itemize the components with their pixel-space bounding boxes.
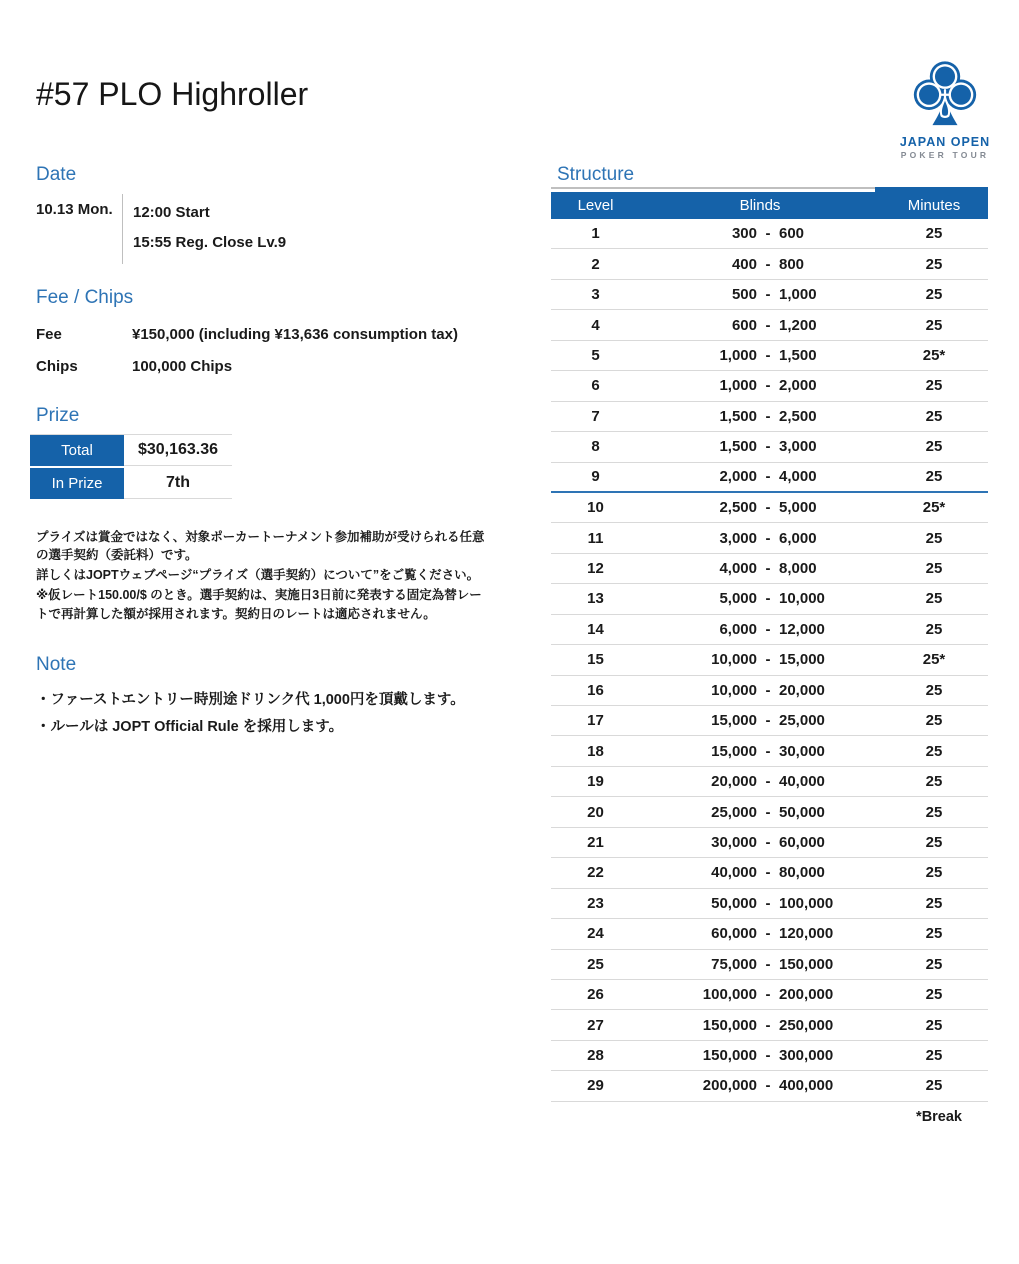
structure-row — [551, 1041, 988, 1071]
blind-dash: - — [765, 742, 771, 760]
structure-row — [551, 554, 988, 584]
level-cell: 5 — [591, 346, 600, 364]
level-cell: 20 — [587, 803, 604, 821]
fee-row — [36, 319, 506, 351]
level-cell: 28 — [587, 1047, 604, 1065]
reg-close-time: 15:55 Reg. Close Lv.9 — [133, 234, 287, 251]
big-blind-cell: 8,000 — [779, 560, 817, 578]
blind-dash: - — [765, 651, 771, 669]
minutes-cell: 25 — [925, 225, 943, 243]
small-blind-cell: 200,000 — [702, 1077, 757, 1095]
big-blind-cell: 6,000 — [779, 529, 817, 547]
note-item: ・ルールは JOPT Official Rule を採用します。 — [36, 719, 344, 735]
blind-dash: - — [765, 468, 771, 486]
small-blind-cell: 1,500 — [719, 438, 757, 456]
fee-value: ¥150,000 (including ¥13,636 consumption tax) — [132, 326, 458, 343]
blind-dash: - — [765, 712, 771, 730]
small-blind-cell: 150,000 — [702, 1047, 757, 1065]
small-blind-cell: 5,000 — [719, 590, 757, 608]
blind-dash: - — [765, 225, 771, 243]
minutes-cell: 25 — [925, 1077, 943, 1095]
blind-dash: - — [765, 590, 771, 608]
minutes-cell: 25 — [925, 925, 943, 943]
page-title: #57 PLO Highroller — [36, 76, 309, 112]
blind-dash: - — [765, 803, 771, 821]
structure-row — [551, 919, 988, 949]
level-cell: 29 — [587, 1077, 604, 1095]
level-cell: 21 — [587, 833, 604, 851]
small-blind-cell: 500 — [731, 286, 757, 304]
small-blind-cell: 20,000 — [711, 773, 757, 791]
small-blind-cell: 40,000 — [711, 864, 757, 882]
chips-row — [36, 351, 506, 383]
blind-dash: - — [765, 529, 771, 547]
big-blind-cell: 2,000 — [779, 377, 817, 395]
level-cell: 6 — [591, 377, 600, 395]
structure-row — [551, 615, 988, 645]
minutes-cell: 25 — [925, 681, 943, 699]
small-blind-cell: 6,000 — [719, 620, 757, 638]
note-item: ・ファーストエントリー時別途ドリンク代 1,000円を頂戴します。 — [36, 692, 465, 708]
fee-chips-rows — [36, 319, 506, 383]
level-cell: 17 — [587, 712, 604, 730]
blind-dash: - — [765, 955, 771, 973]
minutes-cell: 25 — [925, 803, 943, 821]
logo-text-japan-open: JAPAN OPEN — [899, 135, 991, 149]
level-cell: 3 — [591, 286, 600, 304]
minutes-cell: 25 — [925, 560, 943, 578]
minutes-cell: 25 — [925, 1047, 943, 1065]
big-blind-cell: 1,200 — [779, 316, 817, 334]
small-blind-cell: 60,000 — [711, 925, 757, 943]
date-day: 10.13 Mon. — [36, 201, 113, 218]
blind-dash: - — [765, 346, 771, 364]
col-header-minutes: Minutes — [907, 197, 961, 214]
level-cell: 1 — [591, 225, 600, 243]
blind-dash: - — [765, 438, 771, 456]
logo-text-poker-tour: POKER TOUR — [900, 150, 990, 160]
level-cell: 11 — [587, 529, 604, 547]
level-cell: 9 — [591, 468, 600, 486]
blind-dash: - — [765, 864, 771, 882]
structure-row — [551, 950, 988, 980]
fee-chips-section — [36, 285, 506, 383]
structure-table-header — [551, 192, 988, 219]
big-blind-cell: 400,000 — [779, 1077, 834, 1095]
big-blind-cell: 50,000 — [779, 803, 825, 821]
break-footnote: *Break — [916, 1108, 962, 1125]
big-blind-cell: 2,500 — [779, 407, 817, 425]
blind-dash: - — [765, 925, 771, 943]
small-blind-cell: 15,000 — [711, 712, 757, 730]
big-blind-cell: 12,000 — [779, 620, 825, 638]
small-blind-cell: 2,000 — [719, 468, 757, 486]
minutes-cell: 25 — [925, 742, 943, 760]
col-header-blinds: Blinds — [739, 197, 781, 214]
structure-row — [551, 980, 988, 1010]
minutes-cell: 25 — [925, 833, 943, 851]
structure-row — [551, 676, 988, 706]
minutes-cell: 25 — [925, 955, 943, 973]
minutes-cell: 25 — [925, 894, 943, 912]
blind-dash: - — [765, 1047, 771, 1065]
minutes-cell: 25* — [922, 651, 946, 669]
big-blind-cell: 30,000 — [779, 742, 825, 760]
date-section — [36, 162, 496, 264]
big-blind-cell: 200,000 — [779, 986, 834, 1004]
level-cell: 15 — [587, 651, 604, 669]
structure-row — [551, 402, 988, 432]
blind-dash: - — [765, 833, 771, 851]
level-cell: 12 — [587, 560, 604, 578]
prize-disclaimer — [36, 528, 492, 625]
big-blind-cell: 150,000 — [779, 955, 834, 973]
date-times — [122, 194, 286, 264]
blind-dash: - — [765, 1016, 771, 1034]
big-blind-cell: 60,000 — [779, 833, 825, 851]
disclaimer-line: ※仮レート150.00/$ のとき。選手契約は、実施日3日前に発表する固定為替レートで再計算した額が採用されます。契約日のレートは適応されません。 — [36, 588, 482, 621]
structure-row — [551, 858, 988, 888]
blind-dash: - — [765, 255, 771, 273]
small-blind-cell: 25,000 — [711, 803, 757, 821]
blind-dash: - — [765, 681, 771, 699]
big-blind-cell: 80,000 — [779, 864, 825, 882]
big-blind-cell: 40,000 — [779, 773, 825, 791]
note-section — [36, 652, 506, 741]
structure-row — [551, 767, 988, 797]
small-blind-cell: 2,500 — [719, 499, 757, 517]
structure-row — [551, 493, 988, 523]
disclaimer-line: 詳しくはJOPTウェブページ“プライズ（選手契約）について”をご覧ください。 — [36, 568, 480, 583]
big-blind-cell: 4,000 — [779, 468, 817, 486]
fee-label: Fee — [36, 326, 62, 343]
prize-total-value: $30,163.36 — [124, 435, 232, 466]
small-blind-cell: 150,000 — [702, 1016, 757, 1034]
minutes-cell: 25 — [925, 468, 943, 486]
big-blind-cell: 20,000 — [779, 681, 825, 699]
blind-dash: - — [765, 560, 771, 578]
small-blind-cell: 3,000 — [719, 529, 757, 547]
prize-inprize-row — [30, 468, 232, 499]
level-cell: 23 — [587, 894, 604, 912]
small-blind-cell: 1,000 — [719, 346, 757, 364]
structure-row — [551, 1010, 988, 1040]
structure-row — [551, 889, 988, 919]
structure-row — [551, 219, 988, 249]
blind-dash: - — [765, 499, 771, 517]
small-blind-cell: 75,000 — [711, 955, 757, 973]
big-blind-cell: 120,000 — [779, 925, 834, 943]
big-blind-cell: 1,500 — [779, 346, 817, 364]
level-cell: 14 — [587, 620, 604, 638]
prize-inprize-value: 7th — [124, 468, 232, 499]
level-cell: 27 — [587, 1016, 604, 1034]
prize-table — [30, 434, 232, 499]
disclaimer-line: プライズは賞金ではなく、対象ポーカートーナメント参加補助が受けられる任意の選手契約（委託料）です。 — [36, 530, 485, 563]
blind-dash: - — [765, 620, 771, 638]
minutes-cell: 25 — [925, 1016, 943, 1034]
big-blind-cell: 10,000 — [779, 590, 825, 608]
structure-row — [551, 797, 988, 827]
minutes-cell: 25 — [925, 864, 943, 882]
small-blind-cell: 10,000 — [711, 651, 757, 669]
prize-total-label: Total — [30, 435, 124, 466]
big-blind-cell: 15,000 — [779, 651, 825, 669]
note-heading: Note — [36, 654, 77, 675]
club-logo-icon — [907, 56, 983, 132]
minutes-cell: 25 — [925, 590, 943, 608]
big-blind-cell: 600 — [779, 225, 805, 243]
minutes-cell: 25 — [925, 986, 943, 1004]
structure-row — [551, 645, 988, 675]
blind-dash: - — [765, 316, 771, 334]
structure-row — [551, 828, 988, 858]
jopt-logo — [899, 56, 991, 160]
date-row — [36, 194, 496, 264]
structure-row — [551, 371, 988, 401]
small-blind-cell: 300 — [731, 225, 757, 243]
minutes-cell: 25* — [922, 499, 946, 517]
big-blind-cell: 100,000 — [779, 894, 834, 912]
col-header-level: Level — [577, 197, 614, 214]
level-cell: 16 — [587, 681, 604, 699]
level-cell: 22 — [587, 864, 604, 882]
structure-section — [551, 162, 988, 1132]
level-cell: 18 — [587, 742, 604, 760]
structure-heading: Structure — [557, 164, 635, 185]
chips-value: 100,000 Chips — [132, 358, 233, 375]
level-cell: 26 — [587, 986, 604, 1004]
blind-dash: - — [765, 894, 771, 912]
small-blind-cell: 400 — [731, 255, 757, 273]
level-cell: 10 — [587, 499, 604, 517]
structure-row — [551, 736, 988, 766]
level-cell: 2 — [591, 255, 600, 273]
big-blind-cell: 250,000 — [779, 1016, 834, 1034]
big-blind-cell: 1,000 — [779, 286, 817, 304]
big-blind-cell: 800 — [779, 255, 805, 273]
structure-row — [551, 1071, 988, 1101]
minutes-cell: 25 — [925, 407, 943, 425]
small-blind-cell: 50,000 — [711, 894, 757, 912]
start-time: 12:00 Start — [133, 204, 210, 221]
small-blind-cell: 1,500 — [719, 407, 757, 425]
structure-row — [551, 280, 988, 310]
small-blind-cell: 600 — [731, 316, 757, 334]
structure-row — [551, 249, 988, 279]
level-cell: 25 — [587, 955, 604, 973]
big-blind-cell: 300,000 — [779, 1047, 834, 1065]
small-blind-cell: 30,000 — [711, 833, 757, 851]
structure-rows — [551, 219, 988, 1102]
minutes-cell: 25 — [925, 712, 943, 730]
minutes-cell: 25 — [925, 377, 943, 395]
blind-dash: - — [765, 407, 771, 425]
blind-dash: - — [765, 286, 771, 304]
minutes-cell: 25 — [925, 620, 943, 638]
structure-row — [551, 310, 988, 340]
small-blind-cell: 4,000 — [719, 560, 757, 578]
chips-label: Chips — [36, 358, 78, 375]
small-blind-cell: 10,000 — [711, 681, 757, 699]
prize-inprize-label: In Prize — [30, 468, 124, 499]
date-heading: Date — [36, 164, 77, 185]
minutes-cell: 25* — [922, 346, 946, 364]
blind-dash: - — [765, 1077, 771, 1095]
minutes-cell: 25 — [925, 316, 943, 334]
minutes-cell: 25 — [925, 255, 943, 273]
structure-row — [551, 341, 988, 371]
big-blind-cell: 5,000 — [779, 499, 817, 517]
fee-chips-heading: Fee / Chips — [36, 287, 134, 308]
prize-heading: Prize — [36, 405, 80, 426]
level-cell: 19 — [587, 773, 604, 791]
big-blind-cell: 25,000 — [779, 712, 825, 730]
small-blind-cell: 15,000 — [711, 742, 757, 760]
big-blind-cell: 3,000 — [779, 438, 817, 456]
minutes-cell: 25 — [925, 773, 943, 791]
note-items — [36, 687, 506, 741]
blind-dash: - — [765, 986, 771, 1004]
level-cell: 8 — [591, 438, 600, 456]
level-cell: 7 — [591, 407, 600, 425]
structure-row — [551, 523, 988, 553]
blind-dash: - — [765, 377, 771, 395]
structure-row — [551, 463, 988, 493]
prize-section — [30, 403, 232, 501]
blind-dash: - — [765, 773, 771, 791]
small-blind-cell: 100,000 — [702, 986, 757, 1004]
level-cell: 24 — [587, 925, 604, 943]
minutes-cell: 25 — [925, 286, 943, 304]
minutes-cell: 25 — [925, 438, 943, 456]
prize-total-row — [30, 435, 232, 466]
level-cell: 13 — [587, 590, 604, 608]
minutes-cell: 25 — [925, 529, 943, 547]
structure-row — [551, 584, 988, 614]
level-cell: 4 — [591, 316, 600, 334]
structure-row — [551, 706, 988, 736]
structure-row — [551, 432, 988, 462]
small-blind-cell: 1,000 — [719, 377, 757, 395]
